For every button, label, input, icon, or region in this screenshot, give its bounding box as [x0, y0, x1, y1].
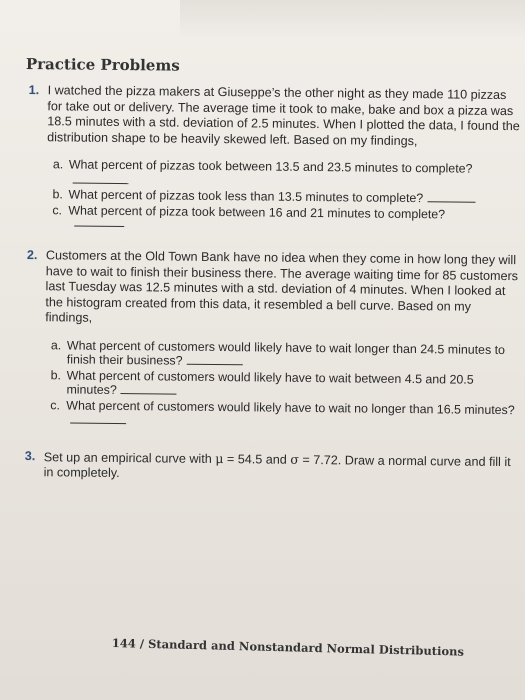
sub-label: b.: [52, 187, 63, 202]
sub-text: What percent of customers would likely have to wait longer than 24.5 minutes to finish their business?: [66, 337, 506, 368]
mu-symbol: μ: [215, 450, 224, 466]
problem-number: 2.: [26, 248, 38, 263]
sub-label: a.: [52, 157, 64, 172]
sub-text: What percent of customers would likely have to wait no longer than 16.5 minutes?: [66, 397, 515, 417]
problem-2: [22, 248, 519, 432]
answer-blank: [427, 191, 475, 203]
problem-number: 3.: [24, 448, 36, 463]
worksheet-content: [22, 55, 521, 486]
answer-blank: [186, 354, 242, 366]
problem-text: I watched the pizza makers at Giuseppe’s the other night as they made 110 pizzas for take out or delivery. The average time it took to make, bake and box a pizza was 18.5 minutes with a std. deviation of 2.5 minutes. When I plotted the data, I found the distribution shape to be heavily skewed left. Based on my findings,: [47, 83, 520, 148]
sub-question-b: [50, 368, 517, 402]
problem-text-start: Set up an empirical curve with: [43, 449, 216, 466]
sub-question-a: [51, 338, 518, 372]
answer-blank: [70, 412, 126, 424]
problem-number: 1.: [28, 83, 40, 98]
sigma-value: = 7.72. Draw a normal curve and fill it in completely.: [43, 452, 511, 481]
page-number: 144: [111, 636, 137, 651]
sub-question-list: [44, 338, 518, 432]
answer-blank: [73, 172, 129, 184]
sub-text: What percent of pizzas took less than 13.5 minutes to complete?: [68, 187, 424, 206]
sub-question-c: [52, 203, 519, 231]
sub-label: b.: [50, 367, 62, 382]
sub-text: What percent of customers would likely have to wait between 4.5 and 20.5 minutes?: [66, 367, 474, 397]
sigma-symbol: σ: [290, 451, 300, 467]
problem-text: [44, 449, 517, 486]
page-bleed-through: [180, 0, 525, 40]
footer-separator: /: [135, 636, 149, 651]
mu-value: = 54.5 and: [223, 451, 291, 467]
problem-3: [22, 448, 517, 485]
sub-label: a.: [50, 337, 62, 352]
answer-blank: [74, 218, 124, 228]
section-heading: Practice Problems: [25, 55, 180, 75]
sub-label: c.: [52, 202, 63, 217]
sub-text: What percent of pizza took between 16 and 21 minutes to complete?: [68, 202, 446, 221]
page-footer: [112, 636, 464, 659]
sub-text: What percent of pizzas took between 13.5 and 23.5 minutes to complete?: [68, 157, 473, 176]
problem-text: Customers at the Old Town Bank have no idea when they come in how long they will have to wait to finish their business there. The average waiting time for 85 customers last Tuesday was 12.5 minutes with a std. deviation of 4 minutes. When I looked at the histogram created from this data, it resembled a bell curve. Based on my findings,: [45, 248, 519, 325]
sub-label: c.: [50, 397, 61, 412]
footer-title: Standard and Nonstandard Normal Distributions: [147, 636, 465, 659]
sub-question-c: [50, 398, 517, 432]
sub-question-list: [46, 157, 520, 231]
problem-1: [24, 83, 520, 231]
sub-question-a: [53, 157, 520, 191]
answer-blank: [121, 383, 177, 395]
